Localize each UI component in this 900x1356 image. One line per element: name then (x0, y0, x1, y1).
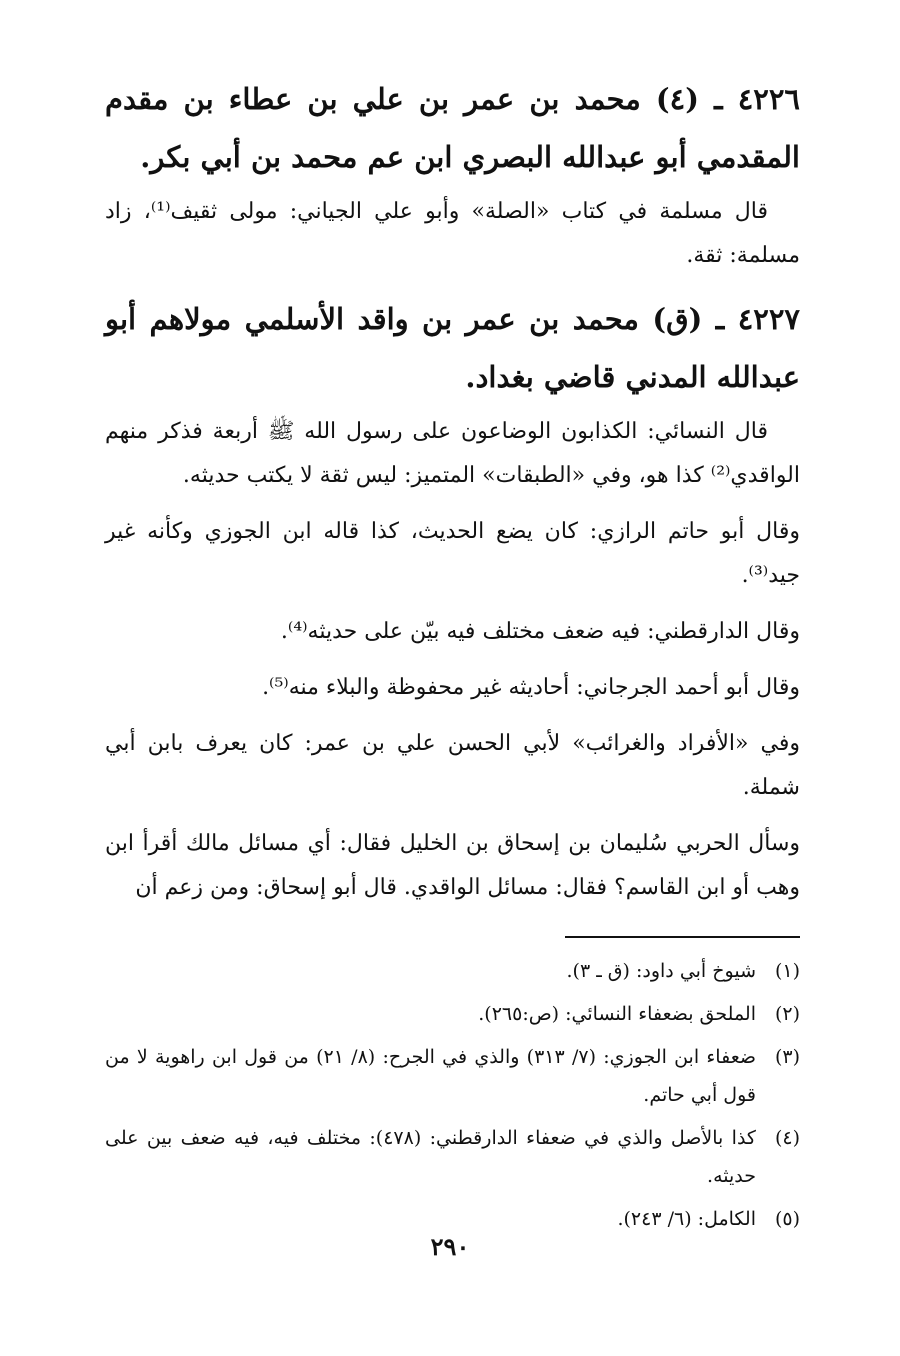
footnote-text: شيوخ أبي داود: (ق ـ ٣). (566, 960, 756, 982)
footnote-divider (565, 936, 800, 938)
entry-paragraph: قال مسلمة في كتاب «الصلة» وأبو علي الجياني: مولى ثقيف⁽¹⁾، زاد مسلمة: ثقة. (105, 199, 800, 268)
entry-paragraph: وسأل الحربي سُليمان بن إسحاق بن الخليل فقال: أي مسائل مالك أقرأ ابن وهب أو ابن القاسم؟ فقال: مسائل الواقدي. قال أبو إسحاق: ومن زعم أن (105, 831, 800, 900)
entry-heading: ٤٢٢٧ ـ (ق) محمد بن عمر بن واقد الأسلمي مولاهم أبو عبدالله المدني قاضي بغداد. (105, 302, 800, 394)
footnote-text: ضعفاء ابن الجوزي: (٧/ ٣١٣) والذي في الجرح: (٨/ ٢١) من قول ابن راهوية لا من قول أبي حاتم. (105, 1046, 756, 1106)
footnote-number: (٥) (774, 1208, 800, 1230)
footnote-number: (٣) (774, 1046, 800, 1068)
entry-paragraph: وفي «الأفراد والغرائب» لأبي الحسن علي بن عمر: كان يعرف بابن أبي شملة. (105, 731, 800, 800)
footnote-number: (٢) (774, 1003, 800, 1025)
entry-paragraph: وقال أبو أحمد الجرجاني: أحاديثه غير محفوظة والبلاء منه⁽⁵⁾. (262, 675, 800, 700)
entry-paragraph: وقال الدارقطني: فيه ضعف مختلف فيه بيّن على حديثه⁽⁴⁾. (280, 619, 800, 644)
footnote-text: كذا بالأصل والذي في ضعفاء الدارقطني: (٤٧٨): مختلف فيه، فيه ضعف بين على حديثه. (105, 1127, 756, 1187)
footnote-text: الملحق بضعفاء النسائي: (ص:٢٦٥). (478, 1003, 756, 1025)
footnote-text: الكامل: (٦/ ٢٤٣). (617, 1208, 756, 1230)
footnote (105, 1119, 800, 1195)
footnote (105, 952, 800, 990)
footnote (105, 1038, 800, 1114)
entry-4227 (105, 290, 800, 910)
entry-heading: ٤٢٢٦ ـ (٤) محمد بن عمر بن علي بن عطاء بن مقدم المقدمي أبو عبدالله البصري ابن عم محمد بن أبي بكر. (105, 82, 800, 174)
footnote-number: (١) (774, 960, 800, 982)
footnotes (105, 952, 800, 1238)
page-number: ٢٩٠ (430, 1232, 470, 1261)
footnote (105, 995, 800, 1033)
entry-paragraph: قال النسائي: الكذابون الوضاعون على رسول الله ﷺ أربعة فذكر منهم الواقدي⁽²⁾ كذا هو، وفي «الطبقات» المتميز: ليس ثقة لا يكتب حديثه. (105, 419, 800, 488)
entry-4226 (105, 70, 800, 278)
footnote-number: (٤) (774, 1127, 800, 1149)
entry-paragraph: وقال أبو حاتم الرازي: كان يضع الحديث، كذا قاله ابن الجوزي وكأنه غير جيد⁽³⁾. (105, 519, 800, 588)
